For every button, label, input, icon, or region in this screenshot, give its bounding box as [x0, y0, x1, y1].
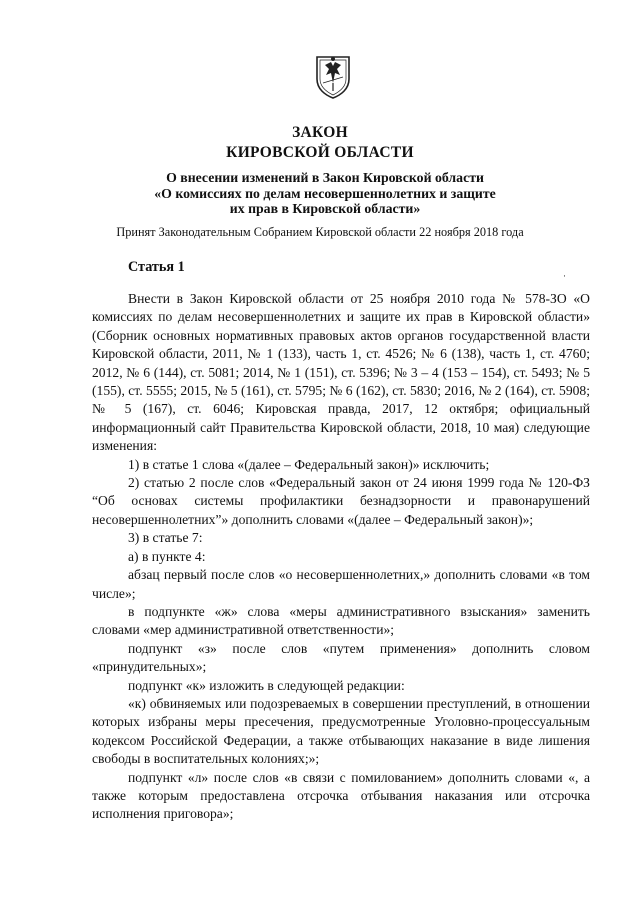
paragraph: подпункт «к» изложить в следующей редакции:	[128, 677, 405, 693]
adoption-note: Принят Законодательным Собранием Кировской области 22 ноября 2018 года	[116, 225, 524, 239]
stray-mark: ·	[563, 271, 566, 281]
paragraph-quote: «к) обвиняемых или подозреваемых в совершении преступлений, в отношении которых избраны меры пресечения, предусмотренные Уголовно-процессуальным кодексом Российской Федерации, а также отбывающих наказание в виде лишения свободы в воспитательных колониях;»;	[92, 695, 590, 767]
article-heading: Статья 1	[128, 259, 185, 275]
paragraph-item-3a: а) в пункте 4:	[128, 548, 206, 564]
paragraph: подпункт «л» после слов «в связи с помилованием» дополнить словами «, а также которым предоставлена отсрочка отбывания наказания или отсрочка исполнения приговора»;	[92, 769, 590, 822]
paragraph: абзац первый после слов «о несовершеннолетних,» дополнить словами «в том числе»;	[92, 567, 590, 601]
law-subtitle	[120, 170, 530, 217]
subtitle-line: О внесении изменений в Закон Кировской области	[166, 170, 484, 185]
law-region-title: КИРОВСКОЙ ОБЛАСТИ	[226, 144, 414, 161]
paragraph-intro: Внести в Закон Кировской области от 25 ноября 2010 года № 578-ЗО «О комиссиях по делам несовершеннолетних и защите их прав в Кировской области» (Сборник основных нормативных правовых актов органов государственной власти Кировской области, 2011, № 1 (133), часть 1, ст. 4526; № 6 (138), часть 1, ст. 4760; 2012, № 6 (144), ст. 5081; 2014, № 1 (151), ст. 5396; № 3 – 4 (153 – 154), ст. 5493; № 5 (155), ст. 5555; 2015, № 5 (161), ст. 5795; № 6 (162), ст. 5830; 2016, № 2 (164), ст. 5908; № 5 (167), ст. 6046; Кировская правда, 2017, 12 октября; официальный информационный сайт Правительства Кировской области, 2018, 10 мая) следующие изменения:	[92, 291, 590, 454]
law-title: ЗАКОН	[292, 124, 348, 141]
article-body	[92, 290, 590, 824]
paragraph-item-2: 2) статью 2 после слов «Федеральный закон от 24 июня 1999 года № 120-ФЗ “Об основах системы профилактики безнадзорности и правонарушений несовершеннолетних”» дополнить словами «(далее – Федеральный закон)»;	[92, 475, 590, 527]
paragraph: в подпункте «ж» слова «меры административного взыскания» заменить словами «мер административной ответственности»;	[92, 603, 590, 638]
kirov-oblast-coat-of-arms-icon	[313, 53, 353, 99]
paragraph-item-3: 3) в статье 7:	[128, 530, 203, 546]
subtitle-line: «О комиссиях по делам несовершеннолетних и защите	[154, 185, 496, 201]
paragraph-item-1: 1) в статье 1 слова «(далее – Федеральный закон)» исключить;	[128, 456, 490, 472]
paragraph: подпункт «з» после слов «путем применения» дополнить словом «принудительных»;	[92, 640, 590, 675]
subtitle-line: их прав в Кировской области»	[229, 201, 421, 216]
